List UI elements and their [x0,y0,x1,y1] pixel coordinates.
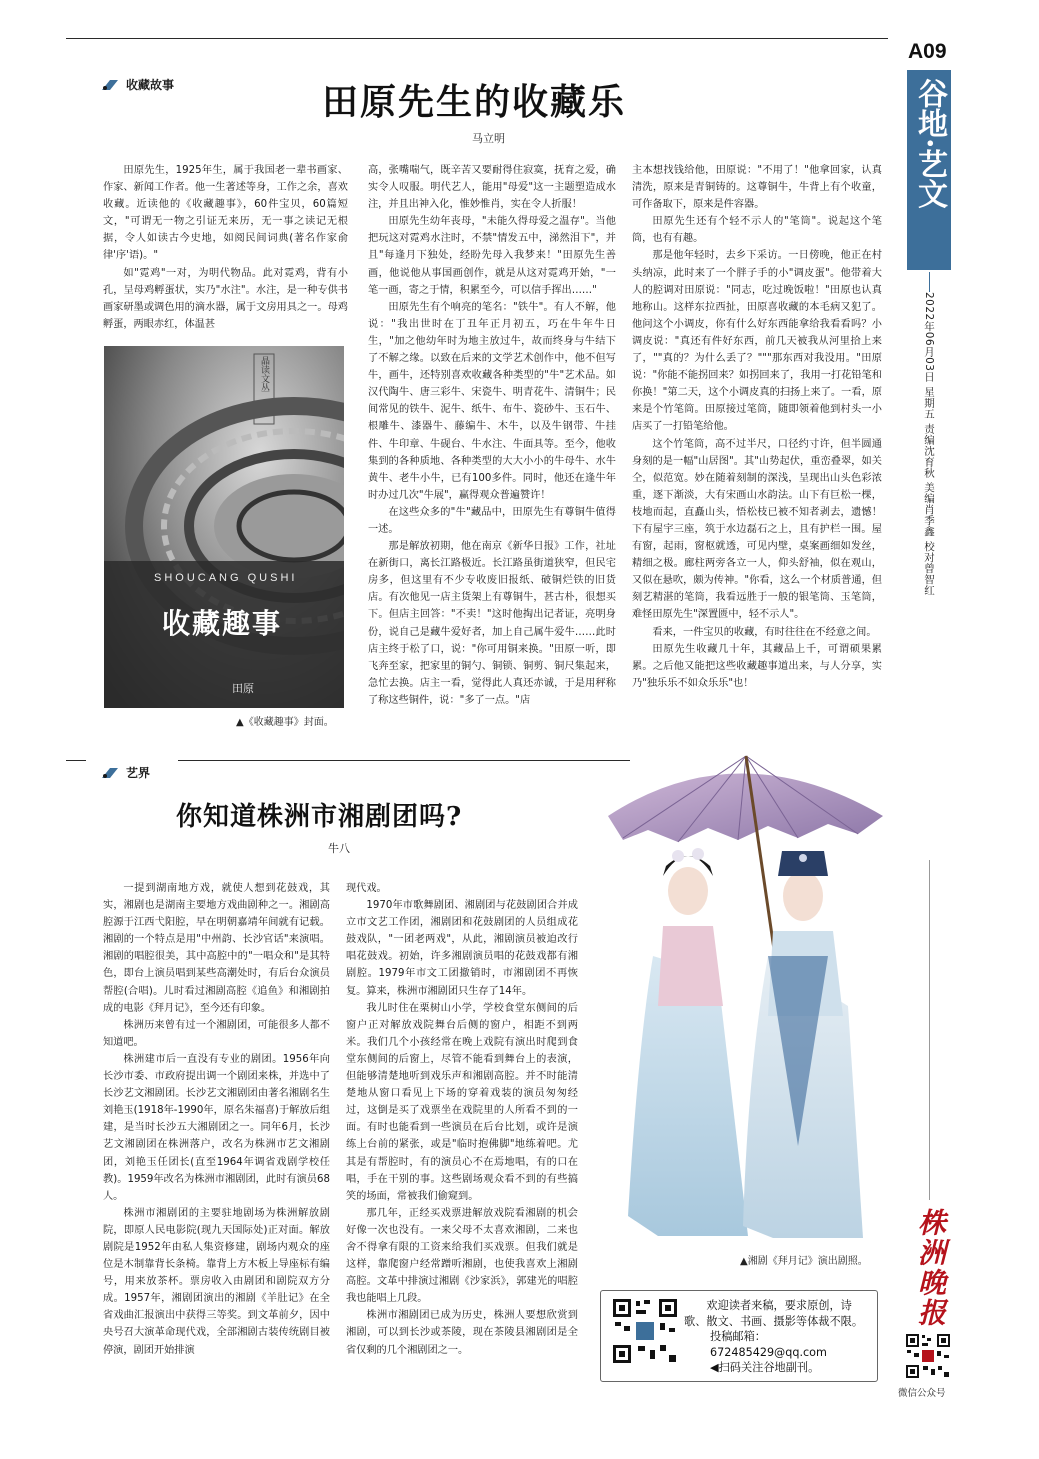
article1-col2 [368,162,616,742]
book-author: 田原 [232,682,254,695]
article2-col2 [346,880,578,1385]
article1-author: 马立明 [472,132,505,145]
paper-logo: 株洲晚报 [914,1208,947,1328]
opera-photo-caption: ▲湘剧《拜月记》演出剧照。 [740,1256,868,1267]
book-cover-image [104,346,344,708]
article2-author: 牛八 [328,842,350,855]
paragraph: 那是他年轻时，去乡下采访。一日傍晚，他正在村头纳凉，此时来了一个胖子手的小"调皮蛋"。他带着大人的腔调对田原说："同志，吃过晚饭啦！"田原也认真地称山。这样东拉西扯，田原喜收藏的本毛病又犯了。他问这个小调皮，你有什么好东西能拿给我看看吗？小调皮说："真还有件好东西，前几天被我从河里拾上来了，""真的？为什么丢了？"""那东西对我没用。"田原说："你能不能拐回来？如拐回来了，我用一打花铅笔和你换！"第二天，这个小调皮真的扫扬上来了。一看，原来是个竹笔筒。田原接过笔筒，随即领着他到村头一小店买了一打铅笔给他。 [632,250,882,433]
wechat-qr-code[interactable] [905,1333,951,1379]
sidebar-divider [929,272,930,292]
paragraph: 在这些众多的"牛"藏品中，田原先生有尊铜牛值得一述。 [368,506,616,535]
book-cover-art [104,346,344,708]
paragraph: 看来，一件宝贝的收藏，有时往往在不经意之间。 [652,626,877,638]
paragraph: 田原先生还有个轻不示人的"笔筒"。说起这个笔筒，也有有趣。 [632,216,882,245]
article2-col1 [103,880,330,1385]
paragraph: 现代戏。 [346,883,387,894]
section-tag-label: 艺界 [126,766,151,780]
paragraph: 那几年，正经买戏票进解放戏院看湘剧的机会好像一次也没有。一来父母不太喜欢湘剧，二来也舍不得拿有限的工资来给我们买戏票。但我们就是这样，靠爬窗户经常蹭听湘剧，也使我喜欢上湘剧高腔。文革中排演过湘剧《沙家浜》，郭建光的唱腔我也能唱上几段。 [346,1207,578,1305]
mid-rule-left [66,760,86,761]
paragraph: 如"霓鸡"一对，为明代物品。此对霓鸡，背有小孔，呈母鸡孵蛋状，实乃"水注"。水注，是一种专供书画家研墨或调色用的滴水器，属于文房用具之一。母鸡孵蛋，两眼赤红，体温甚 [103,267,348,330]
article1-title: 田原先生的收藏乐 [322,81,627,123]
pen-nib-icon [100,78,122,92]
issue-meta: 2022年06月03日 星期五 责编沈育秋 美编肖季鑫 校对曾智红 [923,292,935,596]
paragraph: 田原先生，1925年生，属于我国老一辈书画家、作家、新闻工作者。他一生著述等身，工作之余，喜欢收藏。近读他的《收藏趣事》，60件宝贝，60篇短文，"可谓无一物之引证无来历，无一事之读记无根据，令人如读古今史地，如阅民间词典(著名作家俞律'序'语)。" [103,165,348,262]
book-pinyin: SHOUCANG QUSHI [154,572,298,584]
paragraph: 一提到湖南地方戏，就使人想到花鼓戏，其实，湘剧也是湖南主要地方戏曲剧种之一。湘剧高腔源于江西弋阳腔，早在明朝嘉靖年间就有记载。湘剧的一个特点是用"中州韵、长沙官话"来演唱。湘剧的唱腔很美，其中高腔中的"一唱众和"是其特色，即台上演员唱到某些高潮处时，有后台众演员帮腔(合唱)。儿时看过湘剧高腔《追鱼》和湘剧拍成的电影《拜月记》，至今还有印象。 [103,883,330,1014]
submission-text [684,1298,874,1376]
section-tag-arts [100,764,150,781]
paragraph: 株洲历来曾有过一个湘剧团，可能很多人都不知道吧。 [103,1019,330,1048]
mid-rule [178,760,630,761]
paragraph: 主本想找钱给他，田原说："不用了！"他拿回家，认真清洗，原来是青铜铸的。这尊铜牛，牛背上有个收童，可作备取下，原来是件容器。 [632,165,882,211]
paragraph: 我儿时住在栗树山小学，学校食堂东侧间的后窗户正对解放戏院舞台后侧的窗户，相距不到两米。我们几个小孩经常在晚上戏院有演出时爬到食堂东侧间的后窗上，尽管不能看到舞台上的表演，但能够清楚地听到戏乐声和湘剧高腔。并不时能清楚地从窗口看见上下场的穿着戏装的演员匆匆经过，这倒是买了戏票坐在戏院里的人所看不到的一面。有时也能看到一些演员在后台比划，或许是演练上台前的紧张，或是"临时抱佛脚"地练着吧。尤其是有帮腔时，有的演员心不在焉地唱，有的口在唱，手在干别的事。这些剧场观众看不到的有些搞笑的场面，常被我们偷窥到。 [346,1002,578,1202]
email-address[interactable]: 672485429@qq.com [710,1345,827,1359]
article1-col3 [632,162,882,722]
book-series: 晶读文丛 [259,356,269,392]
top-rule [66,38,888,39]
paragraph: 株洲建市后一直没有专业的剧团。1956年向长沙市委、市政府提出调一个剧团来株，并选中了长沙艺文湘剧团。长沙艺文湘剧团由著名湘剧名生刘艳玉(1918年-1990年，原名朱福喜)于解放后组建，是当时长沙五大湘剧团之一。同年6月，长沙艺文湘剧团在株洲落户，改名为株洲市艺文湘剧团，刘艳玉任团长(直至1964年调省戏剧学校任教)。1959年改名为株洲市湘剧团，此时有演员68人。 [103,1053,330,1202]
submission-qr-code[interactable] [612,1298,678,1364]
pen-nib-icon [100,766,122,780]
qr-label: 微信公众号 [898,1388,946,1399]
paragraph: 那是解放初期，他在南京《新华日报》工作，社址在新街口，离长江路极近。长江路虽街道狭窄，但民宅房多，但这里有不少专收废旧报纸、破铜烂铁的旧货店。有次他见一店主货架上有尊铜牛，甚古朴，很想买下。但店主回答："不卖！"这时他掏出记者证，亮明身份，说自己是藏牛爱好者，加上自己属牛爱牛……此时店主终于松了口，说："你可用铜来换。"田原一听，即飞奔至家，把家里的铜勺、铜锁、铜剪、铜尺集起来，急忙去换。店主一看，觉得此人真还赤诚，于是用秤称了称这些铜件，说："多了一点。"店 [368,541,616,706]
paragraph: 株洲市湘剧团已成为历史，株洲人要想欣赏到湘剧，可以到长沙或茶陵，现在茶陵县湘剧团是全省仅剩的几个湘剧团之一。 [346,1310,578,1356]
book-title: 收藏趣事 [162,607,283,640]
section-tag-collection [100,76,174,93]
opera-performers-illustration [598,746,888,1246]
scan-hint: ◀扫码关注谷地副刊。 [710,1361,820,1374]
section-title-block [907,70,951,270]
article1-col1 [103,162,348,337]
paragraph: 株洲市湘剧团的主要驻地剧场为株洲解放剧院，即原人民电影院(现九天国际处)正对面。解放剧院是1952年由私人集资修建，剧场内观众的座位是木制靠背长条椅。靠背上方木板上导座标有编号，用来放茶杯。票房收入由剧团和剧院双方分成。1957年，湘剧团演出的湘剧《羊肚记》在全省戏曲汇报演出中获得三等奖。到文革前夕，因中央号召大演革命现代戏，全部湘剧古装传统剧目被停演，剧团开始排演 [103,1207,330,1356]
submission-call: 欢迎读者来稿，要求原创，诗歌、散文、书画、摄影等体裁不限。 [684,1299,864,1328]
article2-title: 你知道株洲市湘剧团吗? [176,802,463,832]
paragraph: 1970年市歌舞剧团、湘剧团与花鼓剧团合并成立市文艺工作团，湘剧团和花鼓剧团的人员组成花鼓戏队，"一团老两戏"，从此，湘剧演员被迫改行唱花鼓戏。初始，许多湘剧演员唱的花鼓戏都有湘剧腔。1979年市文工团撤销时，市湘剧团不再恢复。算来，株洲市湘剧团只生存了14年。 [346,900,578,997]
paragraph: 田原先生有个响亮的笔名："铁牛"。有人不解，他说："我出世时在丁丑年正月初五，巧在牛年牛日生，"加之他幼年时为地主放过牛，故而终身与牛结下了不解之缘。以致在后来的文学艺术创作中，他不但写牛，画牛，还特别喜欢收藏各种类型的"牛"艺术品。如汉代陶牛、唐三彩牛、宋瓷牛、明青花牛、清铜牛；民间常见的铁牛、泥牛、纸牛、布牛、瓷砂牛、玉石牛、根雕牛、漆器牛、藤编牛、木牛，以及牛钢带、牛挂件、牛印章、牛砚台、牛水注、牛面具等。至今，他收集到的各种质地、各种类型的大大小小的牛母牛、水牛黄牛、老牛小牛，已有100多件。同时，他还在逢牛年时办过几次"牛展"，赢得观众普遍赞许！ [368,301,616,501]
email-label: 投稿邮箱： [710,1330,766,1343]
book-photo-caption: ▲《收藏趣事》封面。 [236,717,334,728]
section-title: 谷地·艺文 [912,78,947,209]
page-number: A09 [908,40,947,63]
opera-stage-photo [598,746,888,1246]
paragraph: 这个竹笔筒，高不过半尺，口径约寸许，但半圆通身刻的是一幅"山居图"。其"山势起伏，重峦叠翠，如关仝，似范宽。妙在随着刻制的深浅，呈现出山头色彩浓重，逐下渐淡，大有宋画山水韵法。山下有巨松一棵，枝地而起，直矗山头，悟松枝已被不知者剥去，遗憾！下有屋宇三座，筑于水边磊石之上，且有护栏一围。屋有窗，起雨，窗枢就透，可见内壁，桌案画细如发丝，精细之极。廊柱两旁各立一人，仰头舒袖，似在观山，又似在悬吹，颇为传神。"你看，这么一个材质普通，但刻艺精湛的笔筒，我看远胜于一般的银笔筒、玉笔筒，难怪田原先生"深置匮中，轻不示人"。 [632,438,882,621]
paragraph: 田原先生收藏几十年，其藏品上千，可谓硕果累累。之后他又能把这些收藏趣事道出来，与人分享，实乃"独乐乐不如众乐乐"也！ [632,643,882,689]
paragraph: 高，张嘴喘气，既辛苦又要耐得住寂寞，抚育之爱，确实令人叹服。明代艺人，能用"母爱"这一主题塑造成水注，并且出神入化，惟妙惟肖，实在令人折服！ [368,165,616,211]
sidebar-line [929,860,930,1200]
paragraph: 田原先生幼年丧母，"未能久得母爱之温存"。当他把玩这对霓鸡水注时，不禁"情发五中，涕然泪下"，并且"每逢月下独处，经盼先母入我梦来！"田原先生善画，他说他从事国画创作，就是从这对霓鸡开始，"一笔一画，寄之于情，积累至今，可以信手挥出……" [368,216,616,296]
section-tag-label: 收藏故事 [126,78,175,92]
